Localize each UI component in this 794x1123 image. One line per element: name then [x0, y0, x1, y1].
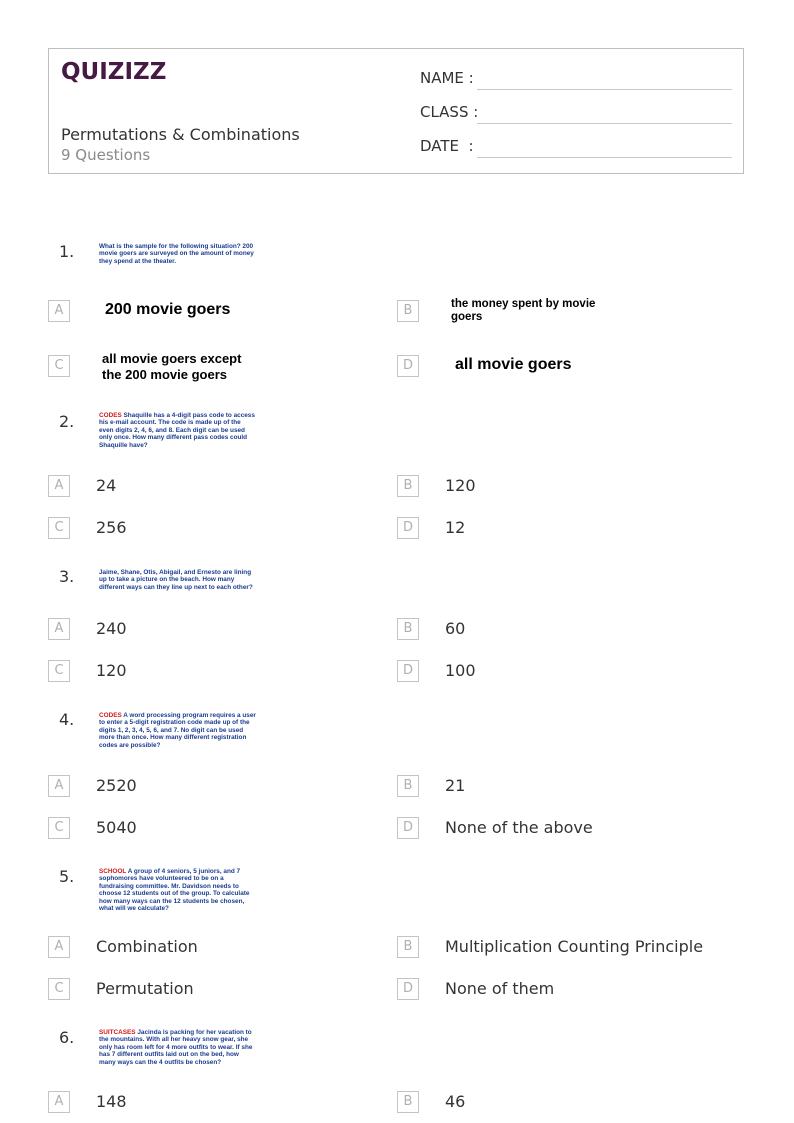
quizizz-logo: QUIZIZZ [61, 59, 167, 85]
option-letter-box[interactable]: B [397, 775, 419, 797]
option-letter-box[interactable]: C [48, 517, 70, 539]
option-letter-box[interactable]: D [397, 978, 419, 1000]
option-text[interactable]: 21 [445, 776, 466, 795]
question-tag: CODES [99, 412, 122, 419]
name-line[interactable] [477, 89, 732, 90]
option-text[interactable]: Combination [96, 937, 198, 956]
question-number: 2. [59, 412, 75, 431]
option-text[interactable]: all movie goers except the 200 movie goers [102, 351, 242, 382]
option-text[interactable]: 240 [96, 619, 127, 638]
option-letter-box[interactable]: B [397, 936, 419, 958]
name-label: NAME : [420, 69, 474, 87]
option-letter-box[interactable]: D [397, 517, 419, 539]
question-number: 6. [59, 1028, 75, 1047]
option-text[interactable]: 200 movie goers [105, 301, 231, 318]
question-body: A group of 4 seniors, 5 juniors, and 7 sophomores have volunteered to be on a fundraising committee. Mr. Davidson needs to choose 12 students out of the group. To calculate how many ways can the 12 students be chosen, what will we calculate? [99, 868, 250, 913]
option-text[interactable]: 60 [445, 619, 466, 638]
name-field[interactable] [420, 69, 476, 87]
worksheet-title: Permutations & Combinations [61, 125, 300, 144]
option-text[interactable]: Permutation [96, 979, 194, 998]
option-text[interactable]: the money spent by movie goers [451, 298, 596, 323]
option-text[interactable]: 5040 [96, 818, 137, 837]
question-text [99, 569, 257, 591]
question-body: Jacinda is packing for her vacation to the mountains. With all her heavy snow gear, she only has room left for 4 more outfits to wear. If she has 7 different outfits laid out on the bed, how many ways can the 4 outfits be chosen? [99, 1029, 253, 1066]
option-text[interactable]: 2520 [96, 776, 137, 795]
option-text[interactable]: all movie goers [455, 356, 572, 373]
option-letter-box[interactable]: B [397, 475, 419, 497]
option-text[interactable]: 46 [445, 1092, 466, 1111]
question-number: 4. [59, 710, 75, 729]
question-number: 5. [59, 867, 75, 886]
option-letter-box[interactable]: A [48, 300, 70, 322]
option-text[interactable]: None of them [445, 979, 555, 998]
option-text[interactable]: 24 [96, 476, 117, 495]
class-field[interactable] [420, 103, 479, 121]
question-number: 1. [59, 242, 75, 261]
option-letter-box[interactable]: A [48, 936, 70, 958]
question-text [99, 412, 257, 449]
option-text[interactable]: 148 [96, 1092, 127, 1111]
question-body: What is the sample for the following situation? 200 movie goers are surveyed on the amount of money they spend at the theater. [99, 243, 254, 265]
date-line[interactable] [477, 157, 732, 158]
option-letter-box[interactable]: B [397, 300, 419, 322]
option-letter-box[interactable]: C [48, 355, 70, 377]
question-body: Shaquille has a 4-digit pass code to access his e-mail account. The code is made up of the even digits 2, 4, 6, and 8. Each digit can be used only once. How many different pass codes could Shaquille have? [99, 412, 255, 449]
question-body: Jaime, Shane, Otis, Abigail, and Ernesto are lining up to take a picture on the beach. How many different ways can they line up next to each other? [99, 569, 253, 591]
worksheet-header [48, 48, 744, 174]
option-letter-box[interactable]: A [48, 475, 70, 497]
option-text[interactable]: 120 [445, 476, 476, 495]
option-letter-box[interactable]: A [48, 1091, 70, 1113]
question-tag: SCHOOL [99, 868, 127, 875]
question-text [99, 712, 257, 749]
option-text[interactable]: 100 [445, 661, 476, 680]
question-count: 9 Questions [61, 146, 151, 164]
question-number: 3. [59, 567, 75, 586]
option-letter-box[interactable]: C [48, 978, 70, 1000]
option-letter-box[interactable]: A [48, 775, 70, 797]
option-letter-box[interactable]: C [48, 817, 70, 839]
class-line[interactable] [477, 123, 732, 124]
option-letter-box[interactable]: B [397, 618, 419, 640]
option-letter-box[interactable]: C [48, 660, 70, 682]
date-field[interactable] [420, 137, 476, 155]
option-text[interactable]: 12 [445, 518, 466, 537]
option-text[interactable]: 120 [96, 661, 127, 680]
question-tag: SUITCASES [99, 1029, 136, 1036]
question-text [99, 1029, 257, 1066]
question-tag: CODES [99, 712, 122, 719]
option-text[interactable]: 256 [96, 518, 127, 537]
option-letter-box[interactable]: A [48, 618, 70, 640]
question-body: A word processing program requires a user to enter a 5-digit registration code made up of the digits 1, 2, 3, 4, 5, 6, and 7. No digit can be used more than once. How many different registration codes are possible? [99, 712, 256, 749]
option-text[interactable]: None of the above [445, 818, 593, 837]
option-letter-box[interactable]: D [397, 355, 419, 377]
question-text [99, 868, 257, 912]
class-label: CLASS : [420, 103, 479, 121]
option-letter-box[interactable]: D [397, 817, 419, 839]
option-letter-box[interactable]: D [397, 660, 419, 682]
date-label: DATE : [420, 137, 474, 155]
question-text [99, 243, 257, 265]
option-letter-box[interactable]: B [397, 1091, 419, 1113]
option-text[interactable]: Multiplication Counting Principle [445, 937, 704, 956]
